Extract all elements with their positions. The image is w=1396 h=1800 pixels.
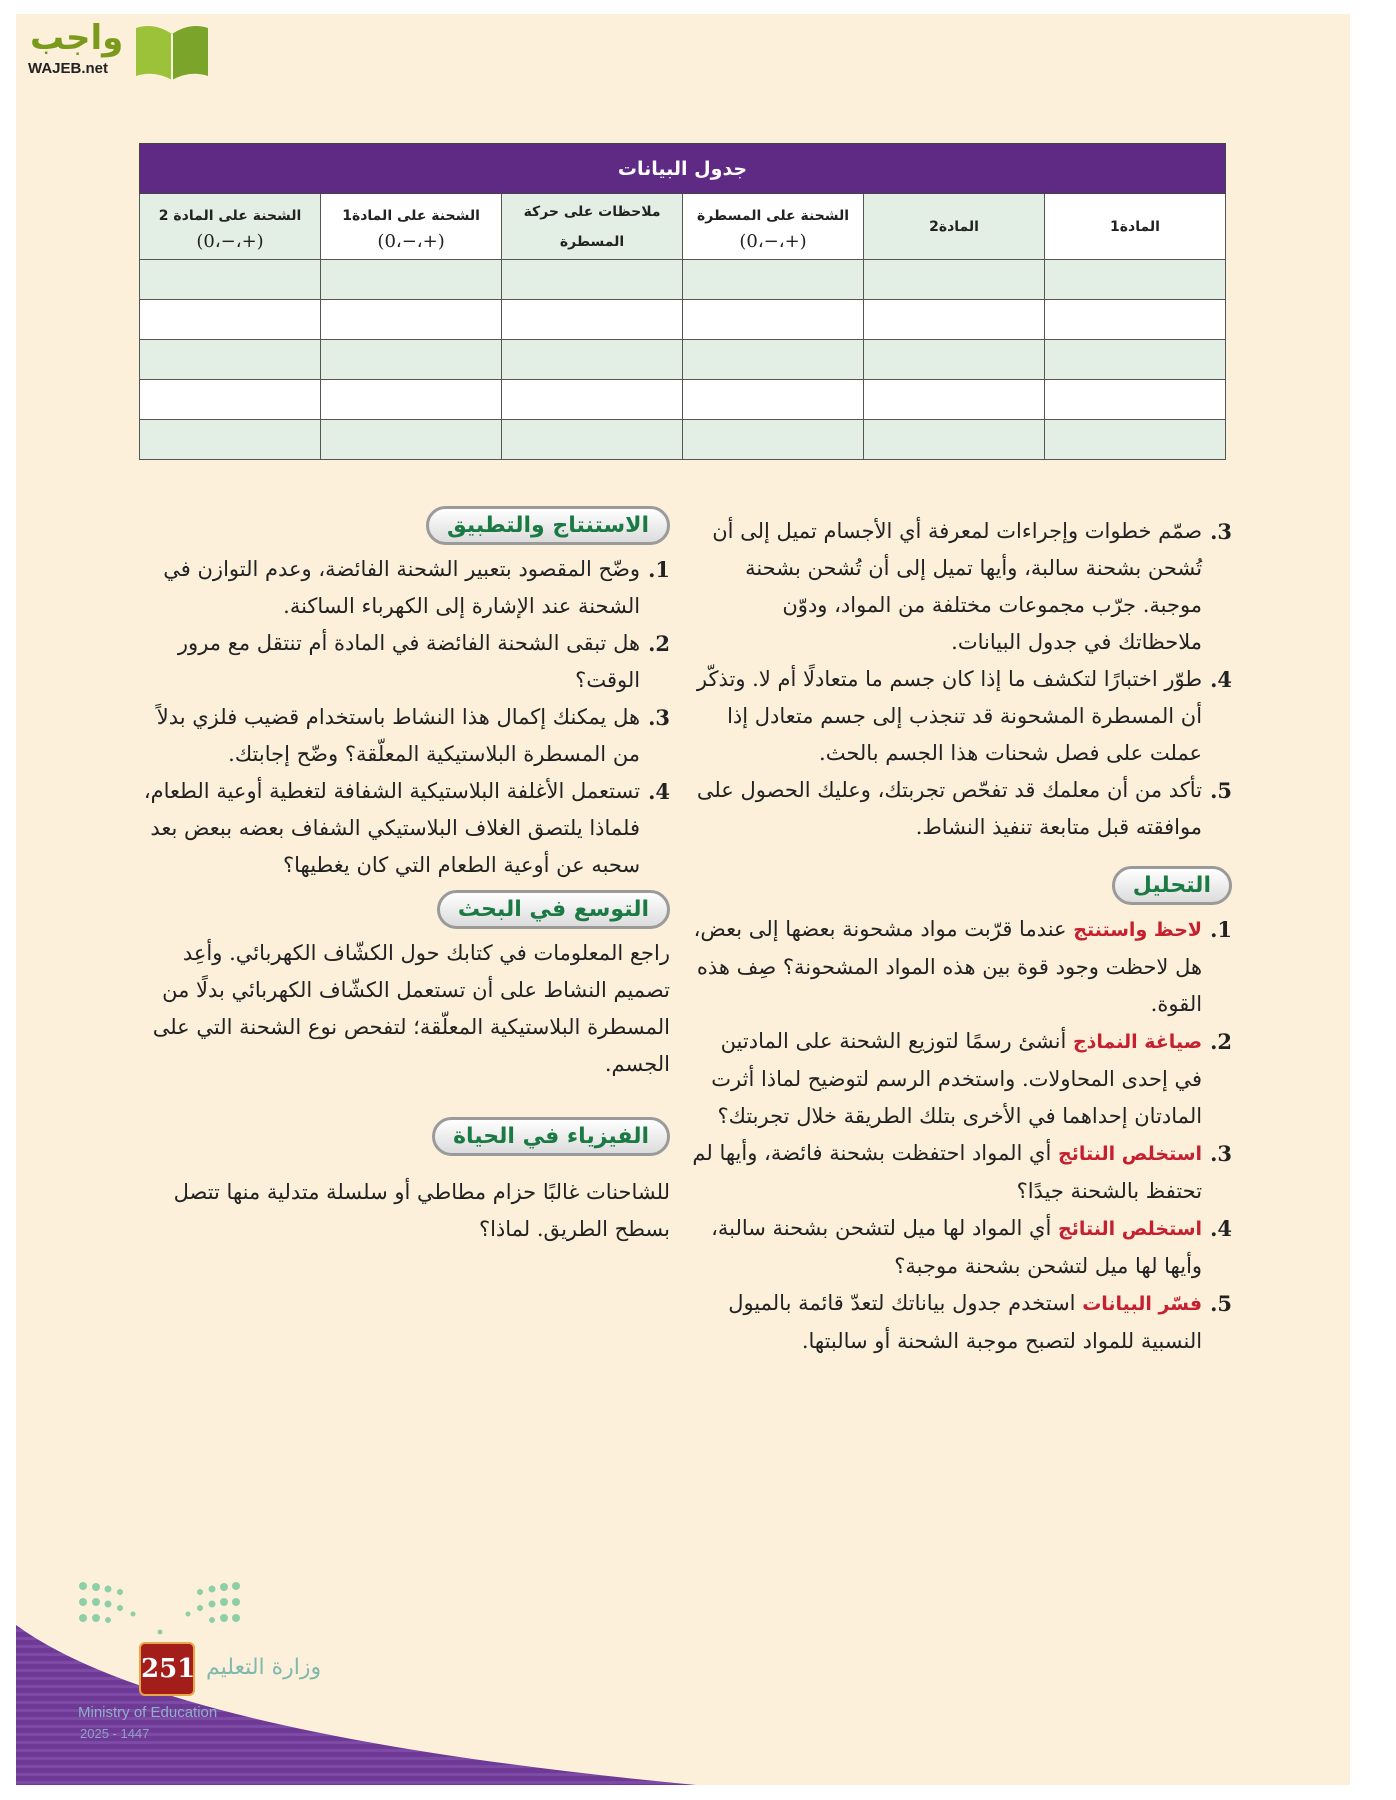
table-cell[interactable] bbox=[140, 300, 321, 340]
table-cell[interactable] bbox=[321, 260, 502, 300]
item-body: تأكد من أن معلمك قد تفحّص تجربتك، وعليك الحصول على موافقته قبل متابعة تنفيذ النشاط. bbox=[696, 778, 1203, 839]
column-header-label: الشحنة على المادة 2 bbox=[158, 208, 302, 224]
analysis-heading: التحليل bbox=[1112, 866, 1232, 905]
table-row bbox=[140, 420, 1226, 460]
column-header-charge-options: (+،−،0) bbox=[739, 231, 807, 252]
item-text bbox=[136, 773, 640, 884]
table-cell[interactable] bbox=[683, 260, 864, 300]
table-cell[interactable] bbox=[502, 340, 683, 380]
item-number: 3. bbox=[648, 705, 670, 730]
list-item bbox=[136, 551, 670, 625]
item-number: 5. bbox=[1210, 778, 1232, 803]
item-body: أي المواد احتفظت بشحنة فائضة، وأيها لم تحتفظ بالشحنة جيدًا؟ bbox=[692, 1141, 1203, 1203]
item-text bbox=[692, 661, 1202, 772]
table-cell[interactable] bbox=[683, 380, 864, 420]
item-body: تستعمل الأغلفة البلاستيكية الشفافة لتغطية أوعية الطعام، فلماذا يلتصق الغلاف البلاستيكي الشفاف بعضه ببعض بعد سحبه عن أوعية الطعام التي كان يغطيها؟ bbox=[143, 779, 641, 877]
item-text bbox=[136, 699, 640, 773]
column-header-label: المادة2 bbox=[929, 218, 979, 235]
ministry-year: 2025 - 1447 bbox=[80, 1726, 150, 1741]
skill-keyword: فسّر البيانات bbox=[1082, 1293, 1203, 1315]
table-cell[interactable] bbox=[864, 300, 1045, 340]
list-item bbox=[692, 1135, 1232, 1210]
list-item bbox=[692, 661, 1232, 772]
column-header bbox=[1045, 194, 1226, 260]
item-body: طوّر اختبارًا لتكشف ما إذا كان جسم ما متعادلًا أم لا. وتذكّر أن المسطرة المشحونة قد تنجذب إلى جسم متعادل إذا عملت على فصل شحنات هذا الجسم بالحث. bbox=[696, 667, 1203, 765]
item-body: هل تبقى الشحنة الفائضة في المادة أم تنتقل مع مرور الوقت؟ bbox=[177, 631, 641, 692]
table-cell[interactable] bbox=[321, 380, 502, 420]
skill-keyword: استخلص النتائج bbox=[1058, 1218, 1203, 1240]
table-cell[interactable] bbox=[683, 300, 864, 340]
skill-keyword: صياغة النماذج bbox=[1072, 1031, 1203, 1053]
column-header bbox=[321, 194, 502, 260]
logo-latin: WAJEB.net bbox=[28, 60, 109, 77]
ministry-logo-dots bbox=[78, 1580, 248, 1640]
item-number: 4. bbox=[1210, 667, 1232, 692]
table-cell[interactable] bbox=[140, 340, 321, 380]
column-header-label: ملاحظات على حركة المسطرة bbox=[523, 203, 661, 250]
item-number: 3. bbox=[1210, 519, 1232, 544]
spacer bbox=[136, 1162, 670, 1174]
life-heading: الفيزياء في الحياة bbox=[432, 1117, 670, 1156]
column-header bbox=[864, 194, 1045, 260]
item-body: عندما قرّبت مواد مشحونة بعضها إلى بعض، هل لاحظت وجود قوة بين هذه المواد المشحونة؟ صِف هذه القوة. bbox=[693, 917, 1203, 1016]
table-cell[interactable] bbox=[864, 380, 1045, 420]
research-text: راجع المعلومات في كتابك حول الكشّاف الكهربائي. وأعِد تصميم النشاط على أن تستعمل الكشّاف الكهربائي بدلًا من المسطرة البلاستيكية المعلّقة؛ لتفحص نوع الشحنة التي على الجسم. bbox=[152, 941, 670, 1076]
table-row bbox=[140, 300, 1226, 340]
item-text bbox=[136, 551, 640, 625]
table-cell[interactable] bbox=[502, 260, 683, 300]
item-body: وضّح المقصود بتعبير الشحنة الفائضة، وعدم التوازن في الشحنة عند الإشارة إلى الكهرباء الساكنة. bbox=[163, 557, 641, 618]
list-item bbox=[692, 1023, 1232, 1135]
list-item bbox=[136, 625, 670, 699]
ministry-name-en: Ministry of Education bbox=[78, 1704, 218, 1721]
item-body: صمّم خطوات وإجراءات لمعرفة أي الأجسام تميل إلى أن تُشحن بشحنة سالبة، وأيها تميل إلى أن تُشحن بشحنة موجبة. جرّب مجموعات مختلفة من المواد، ودوّن ملاحظاتك في جدول البيانات. bbox=[712, 519, 1203, 654]
spacer bbox=[136, 1089, 670, 1111]
table-cell[interactable] bbox=[864, 340, 1045, 380]
list-item bbox=[692, 1285, 1232, 1360]
table-cell[interactable] bbox=[1045, 260, 1226, 300]
list-item bbox=[692, 911, 1232, 1023]
list-item bbox=[136, 699, 670, 773]
table-cell[interactable] bbox=[321, 300, 502, 340]
table-cell[interactable] bbox=[1045, 300, 1226, 340]
table-row bbox=[140, 340, 1226, 380]
column-header-charge-options: (+،−،0) bbox=[377, 231, 445, 252]
left-column bbox=[136, 500, 670, 1254]
column-header-label: المادة1 bbox=[1110, 218, 1160, 235]
item-number: 1. bbox=[1210, 917, 1232, 942]
list-item bbox=[692, 513, 1232, 661]
list-item bbox=[136, 773, 670, 884]
list-item bbox=[692, 1210, 1232, 1285]
item-text bbox=[692, 1210, 1202, 1285]
book-icon bbox=[132, 22, 212, 80]
column-header bbox=[140, 194, 321, 260]
item-number: 3. bbox=[1210, 1141, 1232, 1166]
table-cell[interactable] bbox=[864, 420, 1045, 460]
table-cell[interactable] bbox=[683, 340, 864, 380]
page-number: 251 bbox=[139, 1642, 195, 1696]
spacer bbox=[692, 846, 1232, 860]
item-body: هل يمكنك إكمال هذا النشاط باستخدام قضيب فلزي بدلاً من المسطرة البلاستيكية المعلّقة؟ وضّح إجابتك. bbox=[156, 705, 641, 766]
table-cell[interactable] bbox=[140, 260, 321, 300]
item-text bbox=[692, 772, 1202, 846]
skill-keyword: استخلص النتائج bbox=[1058, 1143, 1203, 1165]
table-row bbox=[140, 380, 1226, 420]
logo-arabic: واجب bbox=[30, 18, 124, 58]
item-number: 4. bbox=[648, 779, 670, 804]
item-body: استخدم جدول بياناتك لتعدّ قائمة بالميول النسبية للمواد لتصبح موجبة الشحنة أو سالبتها. bbox=[728, 1291, 1203, 1353]
table-title: جدول البيانات bbox=[140, 144, 1226, 194]
right-column bbox=[692, 513, 1232, 1360]
item-number: 4. bbox=[1210, 1216, 1232, 1241]
item-text bbox=[136, 625, 640, 699]
item-text bbox=[692, 1285, 1202, 1360]
wajeb-logo[interactable] bbox=[24, 18, 204, 80]
item-body: أنشئ رسمًا لتوزيع الشحنة على المادتين في إحدى المحاولات. واستخدم الرسم لتوضيح لماذا أثرت المادتان إحداهما في الأخرى بتلك الطريقة خلال تجربتك؟ bbox=[711, 1029, 1203, 1128]
item-number: 5. bbox=[1210, 1291, 1232, 1316]
conclusion-heading: الاستنتاج والتطبيق bbox=[426, 506, 670, 545]
table-cell[interactable] bbox=[1045, 380, 1226, 420]
table-cell[interactable] bbox=[864, 260, 1045, 300]
research-heading: التوسع في البحث bbox=[437, 890, 670, 929]
ministry-name-ar: وزارة التعليم bbox=[206, 1655, 322, 1680]
item-text bbox=[692, 513, 1202, 661]
item-body: أي المواد لها ميل لتشحن بشحنة سالبة، وأيها لها ميل لتشحن بشحنة موجبة؟ bbox=[711, 1216, 1203, 1278]
table-cell[interactable] bbox=[502, 300, 683, 340]
list-item bbox=[692, 772, 1232, 846]
table-cell[interactable] bbox=[1045, 420, 1226, 460]
column-header bbox=[683, 194, 864, 260]
table-cell[interactable] bbox=[683, 420, 864, 460]
table-cell[interactable] bbox=[140, 420, 321, 460]
table-row bbox=[140, 260, 1226, 300]
item-number: 2. bbox=[648, 631, 670, 656]
table-cell[interactable] bbox=[1045, 340, 1226, 380]
table-cell[interactable] bbox=[140, 380, 321, 420]
item-text bbox=[692, 911, 1202, 1023]
life-text: للشاحنات غالبًا حزام مطاطي أو سلسلة متدلية منها تتصل بسطح الطريق. لماذا؟ bbox=[173, 1180, 670, 1241]
item-text bbox=[692, 1023, 1202, 1135]
table-cell[interactable] bbox=[321, 420, 502, 460]
data-table bbox=[139, 143, 1226, 460]
table-cell[interactable] bbox=[502, 420, 683, 460]
table-cell[interactable] bbox=[321, 340, 502, 380]
column-header bbox=[502, 194, 683, 260]
column-header-charge-options: (+،−،0) bbox=[196, 231, 264, 252]
table-cell[interactable] bbox=[502, 380, 683, 420]
item-number: 1. bbox=[648, 557, 670, 582]
column-header-label: الشحنة على المادة1 bbox=[342, 208, 480, 224]
item-number: 2. bbox=[1210, 1029, 1232, 1054]
column-header-label: الشحنة على المسطرة bbox=[696, 208, 850, 224]
skill-keyword: لاحظ واستنتج bbox=[1073, 919, 1203, 941]
item-text bbox=[692, 1135, 1202, 1210]
